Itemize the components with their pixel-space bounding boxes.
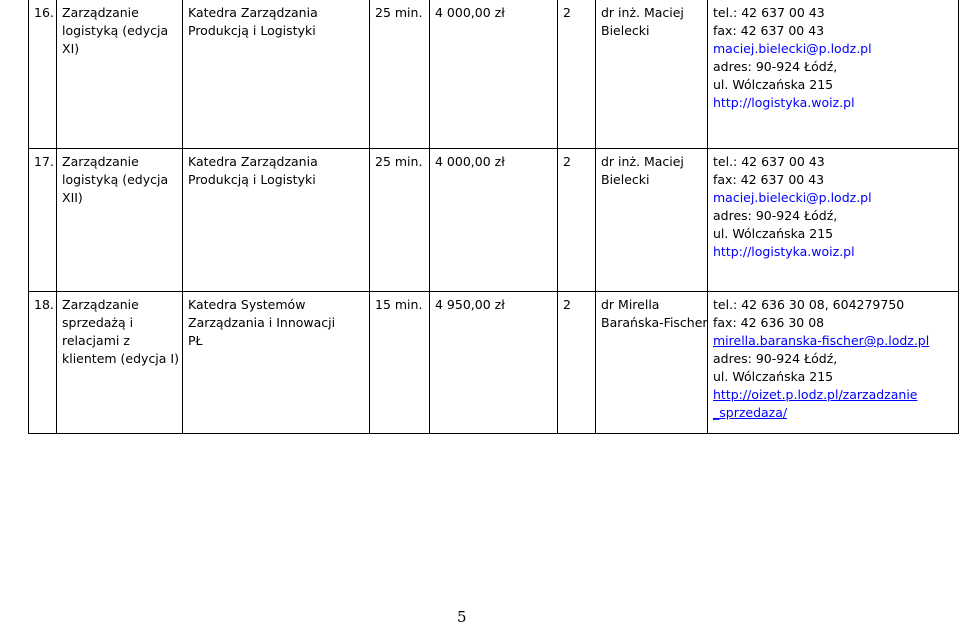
course-name: Zarządzanie sprzedażą i relacjami z klientem (edycja I) xyxy=(57,292,183,434)
course-name: Zarządzanie logistyką (edycja XI) xyxy=(57,0,183,149)
address-line-1: adres: 90-924 Łódź, xyxy=(713,208,838,223)
table-row xyxy=(29,292,959,434)
phone: tel.: 42 637 00 43 xyxy=(713,154,825,169)
price: 4 000,00 zł xyxy=(430,149,558,292)
contact-info xyxy=(708,292,959,434)
row-number: 18. xyxy=(29,292,57,434)
address-line-1: adres: 90-924 Łódź, xyxy=(713,59,838,74)
fax: fax: 42 637 00 43 xyxy=(713,172,825,187)
contact-info xyxy=(708,0,959,149)
phone: tel.: 42 636 30 08, 604279750 xyxy=(713,297,905,312)
row-number: 17. xyxy=(29,149,57,292)
page-number: 5 xyxy=(457,608,467,626)
address-line-2: ul. Wólczańska 215 xyxy=(713,226,834,241)
email-link[interactable]: mirella.baranska-fischer@p.lodz.pl xyxy=(713,333,930,348)
address-line-2: ul. Wólczańska 215 xyxy=(713,77,834,92)
contact-info xyxy=(708,149,959,292)
department: Katedra Zarządzania Produkcją i Logistyki xyxy=(183,149,370,292)
phone: tel.: 42 637 00 43 xyxy=(713,5,825,20)
duration: 25 min. xyxy=(370,149,430,292)
department: Katedra Zarządzania Produkcją i Logistyki xyxy=(183,0,370,149)
email-link[interactable]: maciej.bielecki@p.lodz.pl xyxy=(713,41,872,56)
duration: 15 min. xyxy=(370,292,430,434)
fax: fax: 42 636 30 08 xyxy=(713,315,825,330)
fax: fax: 42 637 00 43 xyxy=(713,23,825,38)
price: 4 000,00 zł xyxy=(430,0,558,149)
address-line-1: adres: 90-924 Łódź, xyxy=(713,351,838,366)
duration: 25 min. xyxy=(370,0,430,149)
address-line-2: ul. Wólczańska 215 xyxy=(713,369,834,384)
website-link[interactable]: http://logistyka.woiz.pl xyxy=(713,95,855,110)
price: 4 950,00 zł xyxy=(430,292,558,434)
count: 2 xyxy=(558,0,596,149)
count: 2 xyxy=(558,292,596,434)
contact-person: dr Mirella Barańska-Fischer xyxy=(596,292,708,434)
contact-person: dr inż. Maciej Bielecki xyxy=(596,0,708,149)
website-link[interactable]: http://oizet.p.lodz.pl/zarzadzanie xyxy=(713,387,918,402)
email-link[interactable]: maciej.bielecki@p.lodz.pl xyxy=(713,190,872,205)
department: Katedra Systemów Zarządzania i Innowacji PŁ xyxy=(183,292,370,434)
courses-table xyxy=(28,0,959,434)
row-number: 16. xyxy=(29,0,57,149)
website-link[interactable]: http://logistyka.woiz.pl xyxy=(713,244,855,259)
table-row xyxy=(29,149,959,292)
website-link-continued[interactable]: _sprzedaza/ xyxy=(713,405,788,420)
count: 2 xyxy=(558,149,596,292)
course-name: Zarządzanie logistyką (edycja XII) xyxy=(57,149,183,292)
contact-person: dr inż. Maciej Bielecki xyxy=(596,149,708,292)
table-row xyxy=(29,0,959,149)
